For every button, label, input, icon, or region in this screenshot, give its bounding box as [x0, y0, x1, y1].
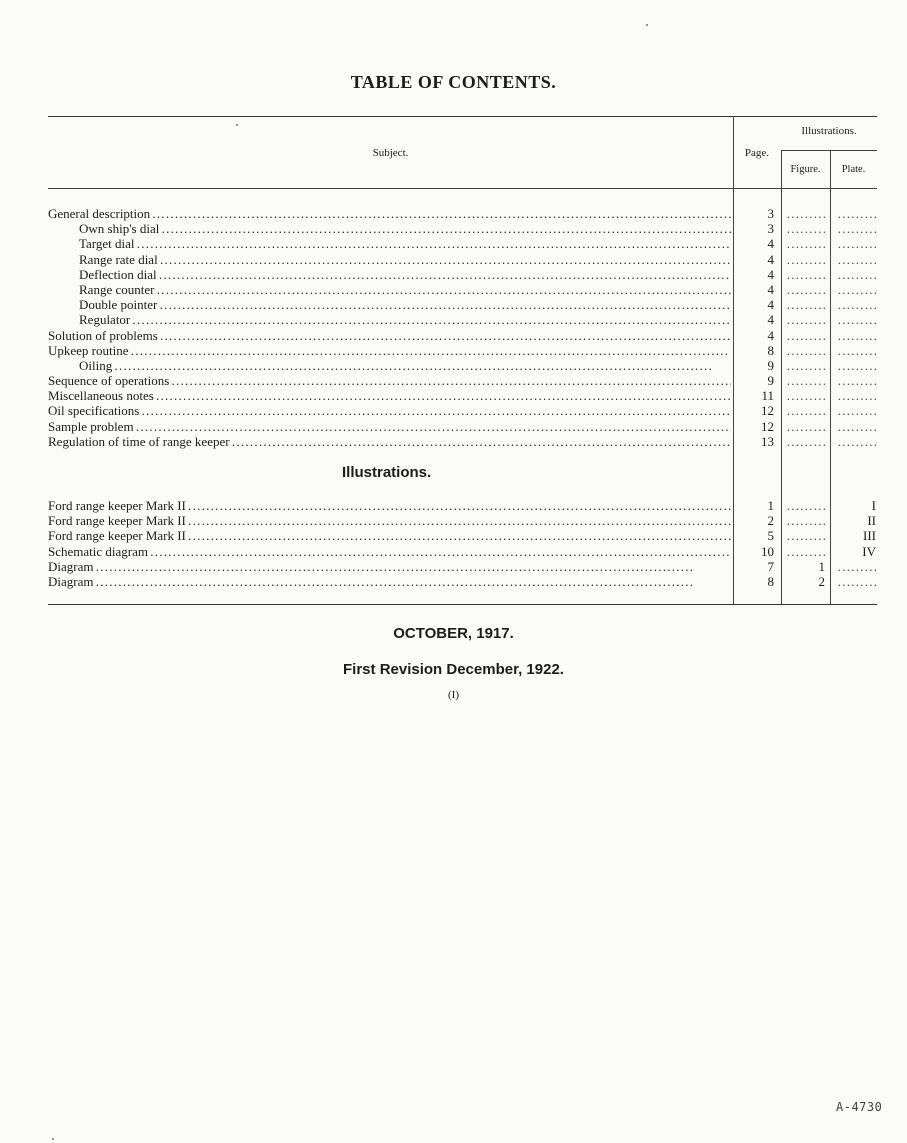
entry-page: 9: [767, 357, 774, 373]
illustration-row: [48, 513, 877, 528]
entry-plate: . . . . . . . . .: [837, 251, 876, 267]
header-illustrations: Illustrations.: [801, 125, 857, 137]
entry-figure: . . . . . . . . .: [786, 357, 825, 373]
entry-page: 12: [761, 418, 774, 434]
entry-page: 4: [767, 236, 774, 252]
scan-speck: [646, 24, 648, 26]
header-subject: Subject.: [372, 147, 409, 159]
illustration-row: [48, 574, 877, 589]
contents-row: [48, 282, 877, 297]
entry-figure: . . . . . . . . .: [786, 513, 825, 529]
entry-figure: . . . . . . . . .: [786, 528, 825, 544]
entry-page: 10: [761, 543, 774, 559]
entry-subject: Sample problem . . .: [48, 419, 731, 434]
entry-page: 8: [767, 573, 774, 589]
entry-plate: . . . . . . . . .: [837, 433, 876, 449]
entry-plate: . . . . . . . . .: [837, 297, 876, 313]
contents-row: [48, 252, 877, 267]
entry-plate: . . . . . . . . .: [837, 418, 876, 434]
entry-subject: Miscellaneous notes . . .: [48, 388, 731, 403]
scan-speck: [236, 124, 238, 126]
entry-figure: . . . . . . . . .: [786, 388, 825, 404]
entry-figure: . . . . . . . . .: [786, 543, 825, 559]
contents-row: [48, 419, 877, 434]
entry-page: 4: [767, 297, 774, 313]
entry-page: 11: [761, 388, 774, 404]
illustration-row: [48, 528, 877, 543]
entry-subject: Diagram . . .: [48, 559, 731, 574]
contents-row: [48, 297, 877, 312]
page-number: (I): [448, 689, 459, 701]
entry-figure: . . . . . . . . .: [786, 312, 825, 328]
entry-subject: Target dial . . .: [79, 236, 731, 251]
entry-page: 5: [767, 528, 774, 544]
entry-page: 3: [767, 206, 774, 221]
entry-subject: Solution of problems . . .: [48, 328, 731, 343]
entry-plate: . . . . . . . . .: [837, 403, 876, 419]
entry-plate: . . . . . . . . .: [837, 281, 876, 297]
contents-row: [48, 267, 877, 282]
header-plate: Plate.: [841, 164, 866, 175]
entry-figure: . . . . . . . . .: [786, 281, 825, 297]
illustration-row: [48, 498, 877, 513]
entry-plate: . . . . . . . . .: [837, 312, 876, 328]
document-stamp: A-4730: [836, 1100, 883, 1114]
entry-page: 8: [767, 342, 774, 358]
contents-row: [48, 373, 877, 388]
entry-subject: Ford range keeper Mark II . . .: [48, 513, 731, 528]
contents-row: [48, 206, 877, 221]
entry-figure: . . . . . . . . .: [786, 206, 825, 221]
entry-subject: Regulation of time of range keeper . . .: [48, 434, 731, 449]
entry-plate: . . . . . . . . .: [837, 373, 876, 389]
entry-plate: . . . . . . . . .: [837, 327, 876, 343]
header-page: Page.: [744, 147, 770, 159]
entry-subject: Regulator . . .: [79, 312, 731, 327]
entry-figure: . . . . . . . . .: [786, 498, 825, 513]
contents-row: [48, 236, 877, 251]
contents-list: [48, 206, 877, 449]
entry-figure: . . . . . . . . .: [786, 342, 825, 358]
entry-plate: II: [867, 513, 876, 529]
contents-row: [48, 343, 877, 358]
table-bottom-rule: [48, 604, 877, 605]
entry-subject: Oiling . . .: [79, 358, 731, 373]
illustration-row: [48, 544, 877, 559]
entry-plate: IV: [862, 543, 876, 559]
entry-plate: . . . . . . . . .: [837, 558, 876, 574]
entry-page: 4: [767, 327, 774, 343]
entry-figure: . . . . . . . . .: [786, 251, 825, 267]
table-header-rule: [48, 188, 877, 189]
illustrations-list: [48, 498, 877, 589]
entry-figure: . . . . . . . . .: [786, 433, 825, 449]
contents-row: [48, 328, 877, 343]
entry-figure: . . . . . . . . .: [786, 221, 825, 237]
entry-subject: Range counter . . .: [79, 282, 731, 297]
illustrations-header-rule: [781, 150, 877, 151]
entry-plate: . . . . . . . . .: [837, 221, 876, 237]
entry-page: 4: [767, 251, 774, 267]
entry-page: 9: [767, 373, 774, 389]
entry-figure: . . . . . . . . .: [786, 297, 825, 313]
entry-subject: Deflection dial . . .: [79, 267, 731, 282]
entry-page: 3: [767, 221, 774, 237]
revision-note: First Revision December, 1922.: [343, 661, 564, 678]
entry-subject: Oil specifications . . .: [48, 403, 731, 418]
entry-plate: . . . . . . . . .: [837, 573, 876, 589]
entry-plate: . . . . . . . . .: [837, 342, 876, 358]
scan-speck: [52, 1138, 54, 1140]
table-top-rule: [48, 116, 877, 117]
entry-subject: Schematic diagram . . .: [48, 544, 731, 559]
publication-date: OCTOBER, 1917.: [393, 625, 514, 642]
illustrations-heading-text: Illustrations.: [342, 464, 432, 481]
entry-page: 13: [761, 433, 774, 449]
entry-page: 4: [767, 281, 774, 297]
entry-page: 4: [767, 266, 774, 282]
entry-plate: . . . . . . . . .: [837, 266, 876, 282]
entry-figure: . . . . . . . . .: [786, 327, 825, 343]
entry-subject: Double pointer . . .: [79, 297, 731, 312]
entry-subject: Upkeep routine . . .: [48, 343, 731, 358]
entry-page: 4: [767, 312, 774, 328]
entry-figure: 1: [818, 558, 825, 574]
entry-subject: Diagram . . .: [48, 574, 731, 589]
contents-row: [48, 358, 877, 373]
entry-figure: . . . . . . . . .: [786, 403, 825, 419]
entry-subject: Own ship's dial . . .: [79, 221, 731, 236]
entry-plate: . . . . . . . . .: [837, 236, 876, 252]
contents-row: [48, 388, 877, 403]
entry-figure: . . . . . . . . .: [786, 266, 825, 282]
entry-figure: . . . . . . . . .: [786, 373, 825, 389]
entry-plate: . . . . . . . . .: [837, 388, 876, 404]
entry-page: 1: [767, 498, 774, 513]
entry-subject: Ford range keeper Mark II . . .: [48, 528, 731, 543]
contents-row: [48, 221, 877, 236]
entry-page: 2: [767, 513, 774, 529]
entry-page: 12: [761, 403, 774, 419]
entry-figure: 2: [818, 573, 825, 589]
entry-subject: Sequence of operations . . .: [48, 373, 731, 388]
page-title: TABLE OF CONTENTS.: [350, 72, 557, 92]
entry-plate: III: [863, 528, 876, 544]
contents-row: [48, 434, 877, 449]
contents-row: [48, 312, 877, 327]
illustration-row: [48, 559, 877, 574]
entry-plate: . . . . . . . . .: [837, 206, 876, 221]
entry-subject: Range rate dial . . .: [79, 252, 731, 267]
entry-plate: I: [871, 498, 876, 513]
entry-subject: Ford range keeper Mark II . . .: [48, 498, 731, 513]
entry-figure: . . . . . . . . .: [786, 418, 825, 434]
header-figure: Figure.: [790, 164, 821, 175]
contents-row: [48, 403, 877, 418]
entry-figure: . . . . . . . . .: [786, 236, 825, 252]
entry-page: 7: [767, 558, 774, 574]
entry-subject: General description . . .: [48, 206, 731, 221]
entry-plate: . . . . . . . . .: [837, 357, 876, 373]
